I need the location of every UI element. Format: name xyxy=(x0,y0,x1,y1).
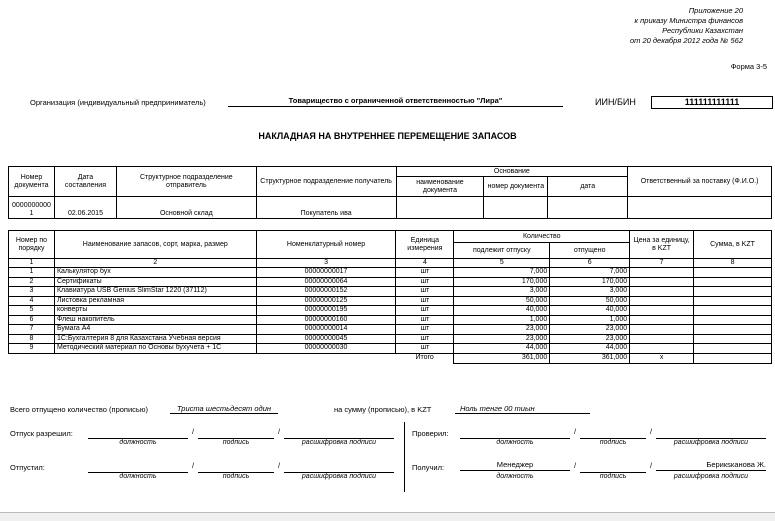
col-number: 1 xyxy=(9,259,55,268)
row-number: 7 xyxy=(9,325,55,335)
doc-number: 0000000000 1 xyxy=(9,197,55,219)
h-item-number: Номер по порядку xyxy=(9,231,55,259)
h-item-sum: Сумма, в KZT xyxy=(694,231,772,259)
row-qty-done: 23,000 xyxy=(550,325,630,335)
total-sum-label: на сумму (прописью), в KZT xyxy=(334,405,432,414)
row-sum xyxy=(694,268,772,278)
caption-signature: подпись xyxy=(222,439,250,446)
row-sum xyxy=(694,287,772,297)
row-qty-done: 23,000 xyxy=(550,334,630,344)
doc-date: 02.06.2015 xyxy=(54,197,116,219)
row-code: 00000000014 xyxy=(256,325,396,335)
h-item-name: Наименование запасов, сорт, марка, размер xyxy=(54,231,256,259)
row-number: 5 xyxy=(9,306,55,316)
row-price xyxy=(630,296,694,306)
items-table xyxy=(8,230,772,364)
slash: / xyxy=(574,427,577,436)
checked-label: Проверил: xyxy=(412,429,449,438)
row-sum xyxy=(694,296,772,306)
appendix-line-3: Республики Казахстан xyxy=(662,26,743,35)
row-name: Калькулятор бух xyxy=(54,268,256,278)
table-row xyxy=(9,287,772,297)
caption-signature: подпись xyxy=(222,473,250,480)
slash: / xyxy=(278,427,281,436)
org-value: Товарищество с ограниченной ответственностью "Лира" xyxy=(228,96,563,107)
row-number: 4 xyxy=(9,296,55,306)
row-code: 00000000125 xyxy=(256,296,396,306)
doc-basis-number xyxy=(484,197,548,219)
col-number: 3 xyxy=(256,259,396,268)
caption-decode: расшифровка подписи xyxy=(673,473,749,480)
doc-responsible xyxy=(628,197,772,219)
col-number: 7 xyxy=(630,259,694,268)
row-price xyxy=(630,306,694,316)
h-responsible: Ответственный за поставку (Ф.И.О.) xyxy=(628,167,772,197)
row-name: Методический материал по Основы бухучета + 1С xyxy=(54,344,256,354)
slash: / xyxy=(574,461,577,470)
row-qty-done: 170,000 xyxy=(550,277,630,287)
total-qty-to: 361,000 xyxy=(454,353,550,363)
h-receiver: Структурное подразделение получатель xyxy=(256,167,396,197)
caption-decode: расшифровка подписи xyxy=(301,473,377,480)
form-code: Форма 3-5 xyxy=(730,62,767,71)
caption-position: должность xyxy=(119,439,157,446)
iin-label: ИИН/БИН xyxy=(595,97,636,107)
row-code: 00000000064 xyxy=(256,277,396,287)
col-number: 8 xyxy=(694,259,772,268)
row-code: 00000000017 xyxy=(256,268,396,278)
checked-position-line xyxy=(460,428,570,439)
slash: / xyxy=(192,461,195,470)
row-qty-done: 7,000 xyxy=(550,268,630,278)
slash: / xyxy=(650,427,653,436)
release-signature-line xyxy=(198,428,274,439)
total-qty-value: Триста шестьдесят один xyxy=(170,404,278,414)
received-signature-line xyxy=(580,462,646,473)
row-number: 1 xyxy=(9,268,55,278)
h-basis-date: дата xyxy=(548,177,628,197)
row-qty-done: 44,000 xyxy=(550,344,630,354)
caption-position: должность xyxy=(496,473,534,480)
h-sender: Структурное подразделение отправитель xyxy=(116,167,256,197)
table-row xyxy=(9,277,772,287)
row-qty-to: 1,000 xyxy=(454,315,550,325)
row-qty-done: 40,000 xyxy=(550,306,630,316)
row-number: 8 xyxy=(9,334,55,344)
row-code: 00000000160 xyxy=(256,315,396,325)
release-decode-line xyxy=(284,428,394,439)
caption-signature: подпись xyxy=(599,473,627,480)
h-qty-released: отпущено xyxy=(550,243,630,259)
release-position-line xyxy=(88,428,188,439)
table-row xyxy=(9,325,772,335)
row-qty-done: 1,000 xyxy=(550,315,630,325)
row-name: Сертификаты xyxy=(54,277,256,287)
total-sum xyxy=(694,353,772,363)
received-label: Получил: xyxy=(412,463,445,472)
col-number: 4 xyxy=(396,259,454,268)
row-qty-to: 23,000 xyxy=(454,325,550,335)
checked-signature-line xyxy=(580,428,646,439)
doc-receiver: Покупатель ива xyxy=(256,197,396,219)
appendix-line-4: от 20 декабря 2012 года № 562 xyxy=(629,36,743,45)
caption-signature: подпись xyxy=(599,439,627,446)
row-qty-to: 50,000 xyxy=(454,296,550,306)
row-qty-to: 7,000 xyxy=(454,268,550,278)
row-unit: шт xyxy=(396,325,454,335)
checked-decode-line xyxy=(656,428,766,439)
appendix-line-1: Приложение 20 xyxy=(688,6,743,15)
h-basis: Основание xyxy=(396,167,628,177)
row-price xyxy=(630,325,694,335)
document-info-table xyxy=(8,166,772,219)
row-sum xyxy=(694,306,772,316)
row-price xyxy=(630,344,694,354)
total-row xyxy=(9,353,772,363)
h-doc-number: Номер документа xyxy=(9,167,55,197)
row-unit: шт xyxy=(396,287,454,297)
h-item-code: Номенклатурный номер xyxy=(256,231,396,259)
slash: / xyxy=(192,427,195,436)
h-item-unit: Единица измерения xyxy=(396,231,454,259)
row-sum xyxy=(694,334,772,344)
row-name: 1С:Бухгалтерия 8 для Казахстана Учебная версия xyxy=(54,334,256,344)
row-price xyxy=(630,315,694,325)
h-basis-number: номер документа xyxy=(484,177,548,197)
row-number: 6 xyxy=(9,315,55,325)
caption-decode: расшифровка подписи xyxy=(301,439,377,446)
release-permitted-label: Отпуск разрешил: xyxy=(10,429,73,438)
row-unit: шт xyxy=(396,296,454,306)
row-qty-to: 44,000 xyxy=(454,344,550,354)
row-price xyxy=(630,334,694,344)
total-qty-label: Всего отпущено количество (прописью) xyxy=(10,405,148,414)
row-price xyxy=(630,287,694,297)
row-qty-done: 50,000 xyxy=(550,296,630,306)
h-qty-to-release: подлежит отпуску xyxy=(454,243,550,259)
row-name: Листовка рекламная xyxy=(54,296,256,306)
document-title: НАКЛАДНАЯ НА ВНУТРЕННЕЕ ПЕРЕМЕЩЕНИЕ ЗАПАСОВ xyxy=(258,131,517,141)
table-row xyxy=(9,315,772,325)
table-row xyxy=(9,268,772,278)
h-item-qty: Количество xyxy=(454,231,630,243)
row-sum xyxy=(694,315,772,325)
table-row xyxy=(9,306,772,316)
released-position-line xyxy=(88,462,188,473)
doc-basis-name xyxy=(396,197,484,219)
appendix-line-2: к приказу Министра финансов xyxy=(634,16,743,25)
column-number-row xyxy=(9,259,772,268)
doc-sender: Основной склад xyxy=(116,197,256,219)
caption-decode: расшифровка подписи xyxy=(673,439,749,446)
row-price xyxy=(630,268,694,278)
released-label: Отпустил: xyxy=(10,463,45,472)
row-number: 3 xyxy=(9,287,55,297)
footer-divider xyxy=(404,422,405,492)
iin-value: 111111111111 xyxy=(651,96,773,109)
released-signature-line xyxy=(198,462,274,473)
row-unit: шт xyxy=(396,315,454,325)
doc-basis-date xyxy=(548,197,628,219)
row-qty-to: 23,000 xyxy=(454,334,550,344)
row-unit: шт xyxy=(396,277,454,287)
col-number: 5 xyxy=(454,259,550,268)
total-qty-done: 361,000 xyxy=(550,353,630,363)
total-label: Итого xyxy=(415,354,434,362)
received-name: Берикsканова Ж. xyxy=(656,460,766,471)
row-number: 2 xyxy=(9,277,55,287)
row-number: 9 xyxy=(9,344,55,354)
row-sum xyxy=(694,277,772,287)
row-code: 00000000030 xyxy=(256,344,396,354)
row-name: Флеш накопитель xyxy=(54,315,256,325)
row-unit: шт xyxy=(396,334,454,344)
row-name: конверты xyxy=(54,306,256,316)
row-qty-to: 170,000 xyxy=(454,277,550,287)
row-unit: шт xyxy=(396,268,454,278)
row-unit: шт xyxy=(396,344,454,354)
h-doc-date: Дата составления xyxy=(54,167,116,197)
row-code: 00000000045 xyxy=(256,334,396,344)
row-name: Бумага А4 xyxy=(54,325,256,335)
caption-position: должность xyxy=(119,473,157,480)
table-row xyxy=(9,334,772,344)
total-price: x xyxy=(630,353,694,363)
h-basis-name: наименование документа xyxy=(396,177,484,197)
h-item-price: Цена за единицу, в KZT xyxy=(630,231,694,259)
appendix-header xyxy=(630,6,743,46)
row-qty-done: 3,000 xyxy=(550,287,630,297)
slash: / xyxy=(650,461,653,470)
row-name: Клавиатура USB Genius SlimStar 1220 (37112) xyxy=(54,287,256,297)
row-code: 00000000152 xyxy=(256,287,396,297)
released-decode-line xyxy=(284,462,394,473)
row-sum xyxy=(694,344,772,354)
col-number: 6 xyxy=(550,259,630,268)
col-number: 2 xyxy=(54,259,256,268)
org-label: Организация (индивидуальный предприниматель) xyxy=(30,98,206,107)
row-price xyxy=(630,277,694,287)
table-row xyxy=(9,344,772,354)
received-position: Менеджер xyxy=(460,460,570,471)
slash: / xyxy=(278,461,281,470)
table-row xyxy=(9,296,772,306)
row-qty-to: 3,000 xyxy=(454,287,550,297)
total-sum-value: Ноль тенге 00 тиын xyxy=(455,404,590,414)
row-code: 00000000195 xyxy=(256,306,396,316)
row-sum xyxy=(694,325,772,335)
row-qty-to: 40,000 xyxy=(454,306,550,316)
row-unit: шт xyxy=(396,306,454,316)
caption-position: должность xyxy=(496,439,534,446)
